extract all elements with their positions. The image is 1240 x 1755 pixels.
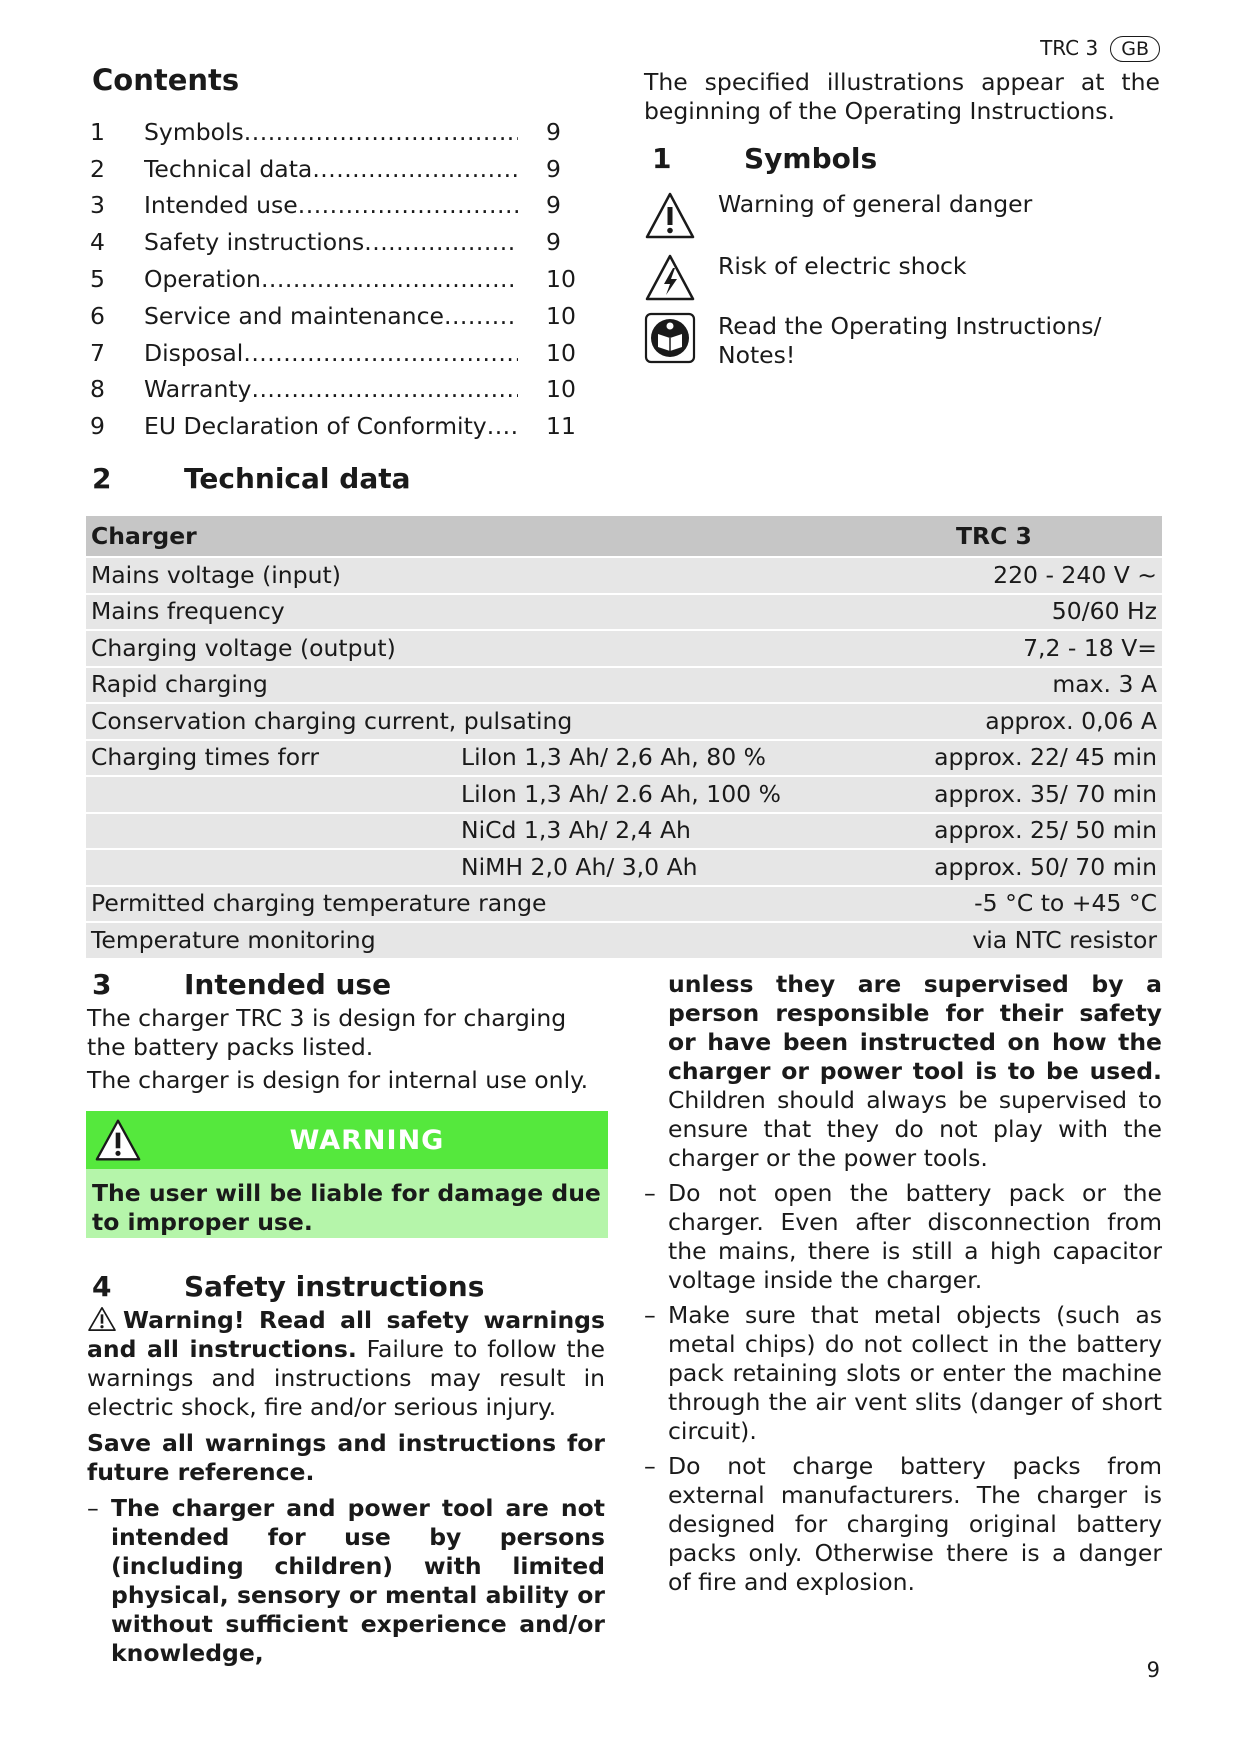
toc-number: 7: [90, 338, 105, 367]
symbol-text: Risk of electric shock: [718, 252, 967, 280]
page-number: 9: [1146, 1658, 1160, 1682]
toc-item[interactable]: [90, 261, 600, 298]
warning-triangle-icon: [87, 1306, 117, 1332]
toc-number: 3: [90, 191, 105, 220]
table-of-contents: [90, 114, 600, 445]
toc-number: 8: [90, 375, 105, 404]
toc-item[interactable]: [90, 298, 600, 335]
table-row: NiCd 1,3 Ah/ 2,4 Ah approx. 25/ 50 min: [86, 814, 1162, 849]
table-row: Charging times forr LiIon 1,3 Ah/ 2,6 Ah, 80 % approx. 22/ 45 min: [86, 741, 1162, 776]
toc-item[interactable]: [90, 335, 600, 372]
contents-title: Contents: [92, 63, 240, 97]
toc-number: 9: [90, 412, 105, 441]
toc-title: Service and maintenance: [144, 301, 444, 330]
section-title-symbols: 1 Symbols: [652, 142, 878, 175]
toc-page: 9: [546, 154, 561, 183]
table-row: Charging voltage (output) 7,2 - 18 V=: [86, 631, 1162, 666]
toc-page: 10: [546, 265, 576, 294]
safety-intro: Warning! Read all safety warnings and all instructions. Failure to follow the warnings and instructions may result in electric shock, fire and/or serious injury.: [87, 1306, 605, 1421]
intended-use-paragraph: The charger is design for internal use only.: [87, 1066, 589, 1094]
toc-title: Operation: [144, 265, 261, 294]
warning-box: [86, 1111, 608, 1238]
table-row: Mains frequency 50/60 Hz: [86, 595, 1162, 630]
warning-text: The user will be liable for damage due to improper use.: [86, 1169, 608, 1238]
table-row: Temperature monitoring via NTC resistor: [86, 923, 1162, 958]
intro-text: The specified illustrations appear at the beginning of the Operating Instructions.: [644, 68, 1160, 125]
table-row: Rapid charging max. 3 A: [86, 668, 1162, 703]
safety-column-right: [644, 970, 1162, 1603]
toc-title: Warranty: [144, 375, 252, 404]
toc-item[interactable]: [90, 151, 600, 188]
toc-page: 10: [546, 375, 576, 404]
electric-shock-icon: [644, 252, 696, 304]
toc-item[interactable]: [90, 408, 600, 445]
table-header-cell: Charger: [86, 516, 456, 556]
toc-number: 2: [90, 154, 105, 183]
symbol-row: [644, 312, 1164, 370]
list-item: – Do not open the battery pack or the charger. Even after disconnection from the mains, there is still a high capacitor voltage inside the charger.: [644, 1179, 1162, 1294]
symbol-text: Read the Operating Instructions/ Notes!: [718, 312, 1102, 369]
toc-number: 6: [90, 301, 105, 330]
toc-title: Symbols: [144, 117, 244, 146]
warning-triangle-icon: [644, 190, 696, 242]
toc-page: 9: [546, 117, 561, 146]
toc-item[interactable]: [90, 188, 600, 225]
table-header-row: [86, 516, 1162, 556]
section-title-intended-use: 3 Intended use: [92, 968, 392, 1001]
symbol-row: [644, 190, 1164, 242]
toc-number: 5: [90, 265, 105, 294]
language-badge: GB: [1110, 36, 1160, 62]
toc-title: Safety instructions: [144, 228, 365, 257]
toc-number: 4: [90, 228, 105, 257]
technical-data-table: [86, 514, 1162, 960]
intended-use-paragraph: The charger TRC 3 is design for charging the battery packs listed.: [87, 1004, 567, 1061]
toc-title: Disposal: [144, 338, 244, 367]
toc-page: 9: [546, 191, 561, 220]
section-title-technical-data: 2 Technical data: [92, 462, 411, 495]
toc-number: 1: [90, 117, 105, 146]
section-title-safety-instructions: 4 Safety instructions: [92, 1270, 485, 1303]
table-row: Permitted charging temperature range -5 °C to +45 °C: [86, 887, 1162, 922]
toc-item[interactable]: [90, 114, 600, 151]
toc-title: Intended use: [144, 191, 298, 220]
safety-column: [87, 1306, 605, 1674]
toc-page: 10: [546, 301, 576, 330]
toc-page: 9: [546, 228, 561, 257]
list-item: – Do not charge battery packs from external manufacturers. The charger is designed for charging original battery packs only. Otherwise there is a danger of fire and explosion.: [644, 1452, 1162, 1596]
symbol-row: [644, 252, 1164, 304]
table-row: Conservation charging current, pulsating approx. 0,06 A: [86, 704, 1162, 739]
list-item: – The charger and power tool are not intended for use by persons (including children) with limited physical, sensory or mental ability or without sufficient experience and/or knowledge,: [87, 1494, 605, 1667]
list-item: – Make sure that metal objects (such as metal chips) do not collect in the battery pack retaining slots or enter the machine through the air vent slits (danger of short circuit).: [644, 1301, 1162, 1445]
table-row: LiIon 1,3 Ah/ 2.6 Ah, 100 % approx. 35/ 70 min: [86, 777, 1162, 812]
toc-page: 10: [546, 338, 576, 367]
symbol-text: Warning of general danger: [718, 190, 1033, 218]
toc-title: Technical data: [144, 154, 313, 183]
safety-save-note: Save all warnings and instructions for future reference.: [87, 1429, 605, 1486]
page-header: [1040, 34, 1160, 63]
table-row: NiMH 2,0 Ah/ 3,0 Ah approx. 50/ 70 min: [86, 850, 1162, 885]
toc-title: EU Declaration of Conformity: [144, 412, 487, 441]
model-name: TRC 3: [1040, 36, 1099, 60]
table-header-cell: TRC 3: [846, 516, 1162, 556]
table-row: Mains voltage (input) 220 - 240 V ~: [86, 558, 1162, 593]
toc-page: 11: [546, 412, 576, 441]
toc-item[interactable]: [90, 224, 600, 261]
warning-header: [86, 1111, 608, 1169]
warning-label: WARNING: [289, 1124, 445, 1156]
toc-item[interactable]: [90, 372, 600, 409]
list-item-continuation: unless they are supervised by a person responsible for their safety or have been instructed on how the charger or power tool is to be used. Children should always be supervised to ensure that they do not play with the charger or the power tools.: [668, 970, 1162, 1172]
warning-triangle-icon: [94, 1117, 142, 1163]
read-manual-icon: [644, 312, 696, 364]
